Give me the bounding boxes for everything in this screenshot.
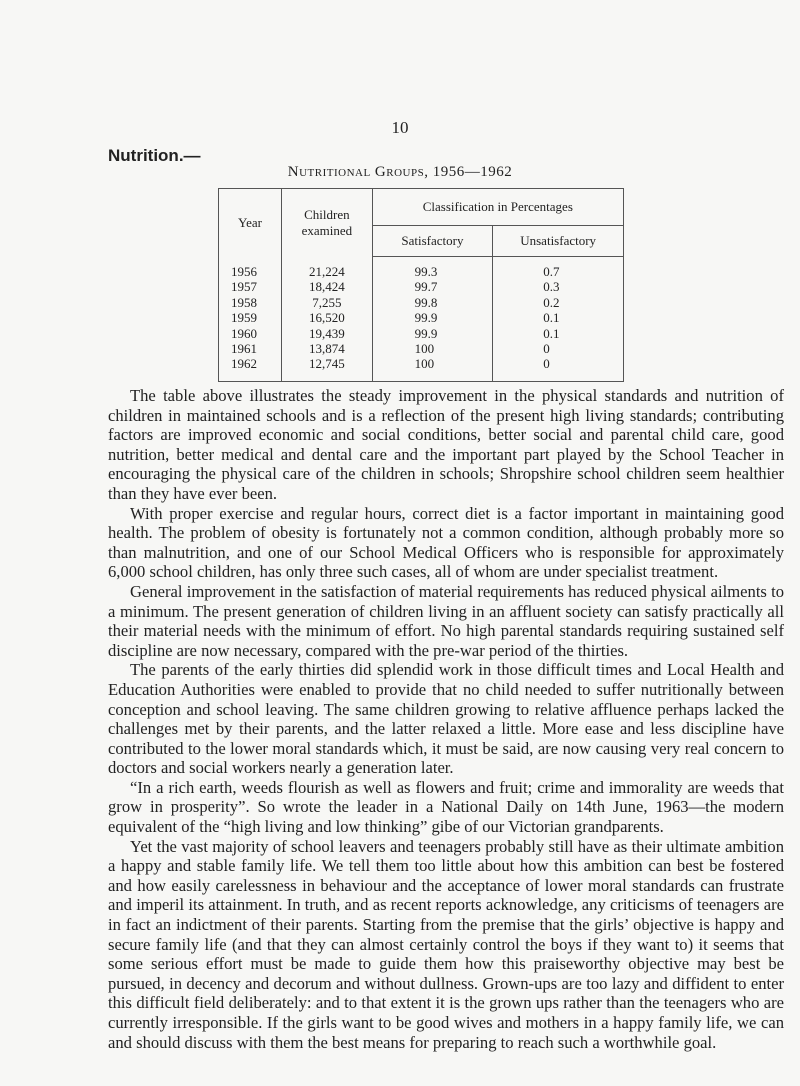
cell-satisfactory: 99.9 <box>372 310 493 325</box>
cell-year: 1961 <box>219 341 282 356</box>
paragraph: “In a rich earth, weeds flourish as well as flowers and fruit; crime and immorality are weeds that grow in prosperity”. So wrote the leader in a National Daily on 14th June, 1963—the modern equivalent of the “high living and low thinking” gibe of our Victorian grandparents. <box>108 777 784 837</box>
cell-unsatisfactory: 0.1 <box>493 310 624 325</box>
cell-unsatisfactory: 0 <box>493 341 624 356</box>
cell-satisfactory: 99.7 <box>372 279 493 294</box>
cell-satisfactory: 100 <box>372 356 493 381</box>
page-number: 10 <box>391 118 409 137</box>
paragraph: The table above illustrates the steady improvement in the physical standards and nutrition of children in maintained schools and is a reflection of the present high living standards; contributing factors are improved economic and social conditions, better social and parental child care, good nutrition, better medical and dental care and the important part played by the School Teacher in encouraging the physical care of the children in schools; Shropshire school children seem healthier than they have ever been. <box>108 386 784 503</box>
header-children-examined: Children examined <box>282 189 373 257</box>
header-unsatisfactory: Unsatisfactory <box>493 226 624 257</box>
paragraph: General improvement in the satisfaction of material requirements has reduced physical ailments to a minimum. The present generation of children living in an affluent society can satisfy practically all their material needs with the minimum of effort. No high parental standards requiring sustained self discipline are now necessary, compared with the pre-war period of the thirties. <box>108 581 784 660</box>
table-row <box>219 326 624 341</box>
cell-unsatisfactory: 0.7 <box>493 257 624 280</box>
table-row <box>219 257 624 280</box>
table-row <box>219 356 624 381</box>
cell-unsatisfactory: 0.1 <box>493 326 624 341</box>
table-row <box>219 279 624 294</box>
cell-satisfactory: 99.9 <box>372 326 493 341</box>
paragraph: Yet the vast majority of school leavers and teenagers probably still have as their ultimate ambition a happy and stable family life. We tell them too little about how this ambition can best be fostered and how easily carelessness in behaviour and the acceptance of lower moral standards can frustrate and imperil its attainment. In truth, and as recent reports acknowledge, any criticisms of teenagers are in fact an indictment of their parents. Starting from the premise that the girls’ objective is happy and secure family life (and that they can almost certainly control the boys if they want to) it seems that some serious effort must be made to guide them how this praiseworthy objective may best be pursued, in decency and decorum and without dullness. Grown-ups are too lazy and diffident to enter this difficult field deliberately: and to that extent it is the grown ups rather than the teenagers who are currently irresponsible. If the girls want to be good wives and mothers in a happy family life, we can and should discuss with them the best means for preparing to reach such a worthwhile goal. <box>108 836 784 1052</box>
cell-children: 12,745 <box>282 356 373 381</box>
cell-children: 13,874 <box>282 341 373 356</box>
section-heading: Nutrition.— <box>108 146 201 165</box>
cell-year: 1962 <box>219 356 282 381</box>
cell-children: 18,424 <box>282 279 373 294</box>
cell-children: 21,224 <box>282 257 373 280</box>
table-row <box>219 310 624 325</box>
paragraph: With proper exercise and regular hours, correct diet is a factor important in maintaining good health. The problem of obesity is fortunately not a common condition, although probably more so than malnutrition, and one of our School Medical Officers who is responsible for approximately 6,000 school children, has only three such cases, all of whom are under specialist treatment. <box>108 503 784 582</box>
nutrition-table <box>218 188 624 382</box>
header-satisfactory: Satisfactory <box>372 226 493 257</box>
table-title: Nutritional Groups, 1956—1962 <box>287 164 513 180</box>
cell-children: 7,255 <box>282 295 373 310</box>
cell-year: 1959 <box>219 310 282 325</box>
header-classification: Classification in Percentages <box>372 189 623 226</box>
cell-satisfactory: 100 <box>372 341 493 356</box>
cell-satisfactory: 99.3 <box>372 257 493 280</box>
header-year: Year <box>219 189 282 257</box>
cell-children: 19,439 <box>282 326 373 341</box>
cell-unsatisfactory: 0.2 <box>493 295 624 310</box>
table-row <box>219 341 624 356</box>
paragraph: The parents of the early thirties did splendid work in those difficult times and Local Health and Education Authorities were enabled to provide that no child needed to suffer nutritionally between conception and school leaving. The same children growing to relative affluence perhaps lacked the challenges met by their parents, and the latter relaxed a little. More ease and less discipline have contributed to the lower moral standards which, it must be said, are now causing very real concern to doctors and social workers nearly a generation later. <box>108 660 784 778</box>
cell-year: 1956 <box>219 257 282 280</box>
cell-unsatisfactory: 0 <box>493 356 624 381</box>
table-row <box>219 295 624 310</box>
cell-year: 1958 <box>219 295 282 310</box>
cell-children: 16,520 <box>282 310 373 325</box>
body-text <box>108 386 784 1052</box>
cell-unsatisfactory: 0.3 <box>493 279 624 294</box>
cell-year: 1960 <box>219 326 282 341</box>
cell-satisfactory: 99.8 <box>372 295 493 310</box>
cell-year: 1957 <box>219 279 282 294</box>
